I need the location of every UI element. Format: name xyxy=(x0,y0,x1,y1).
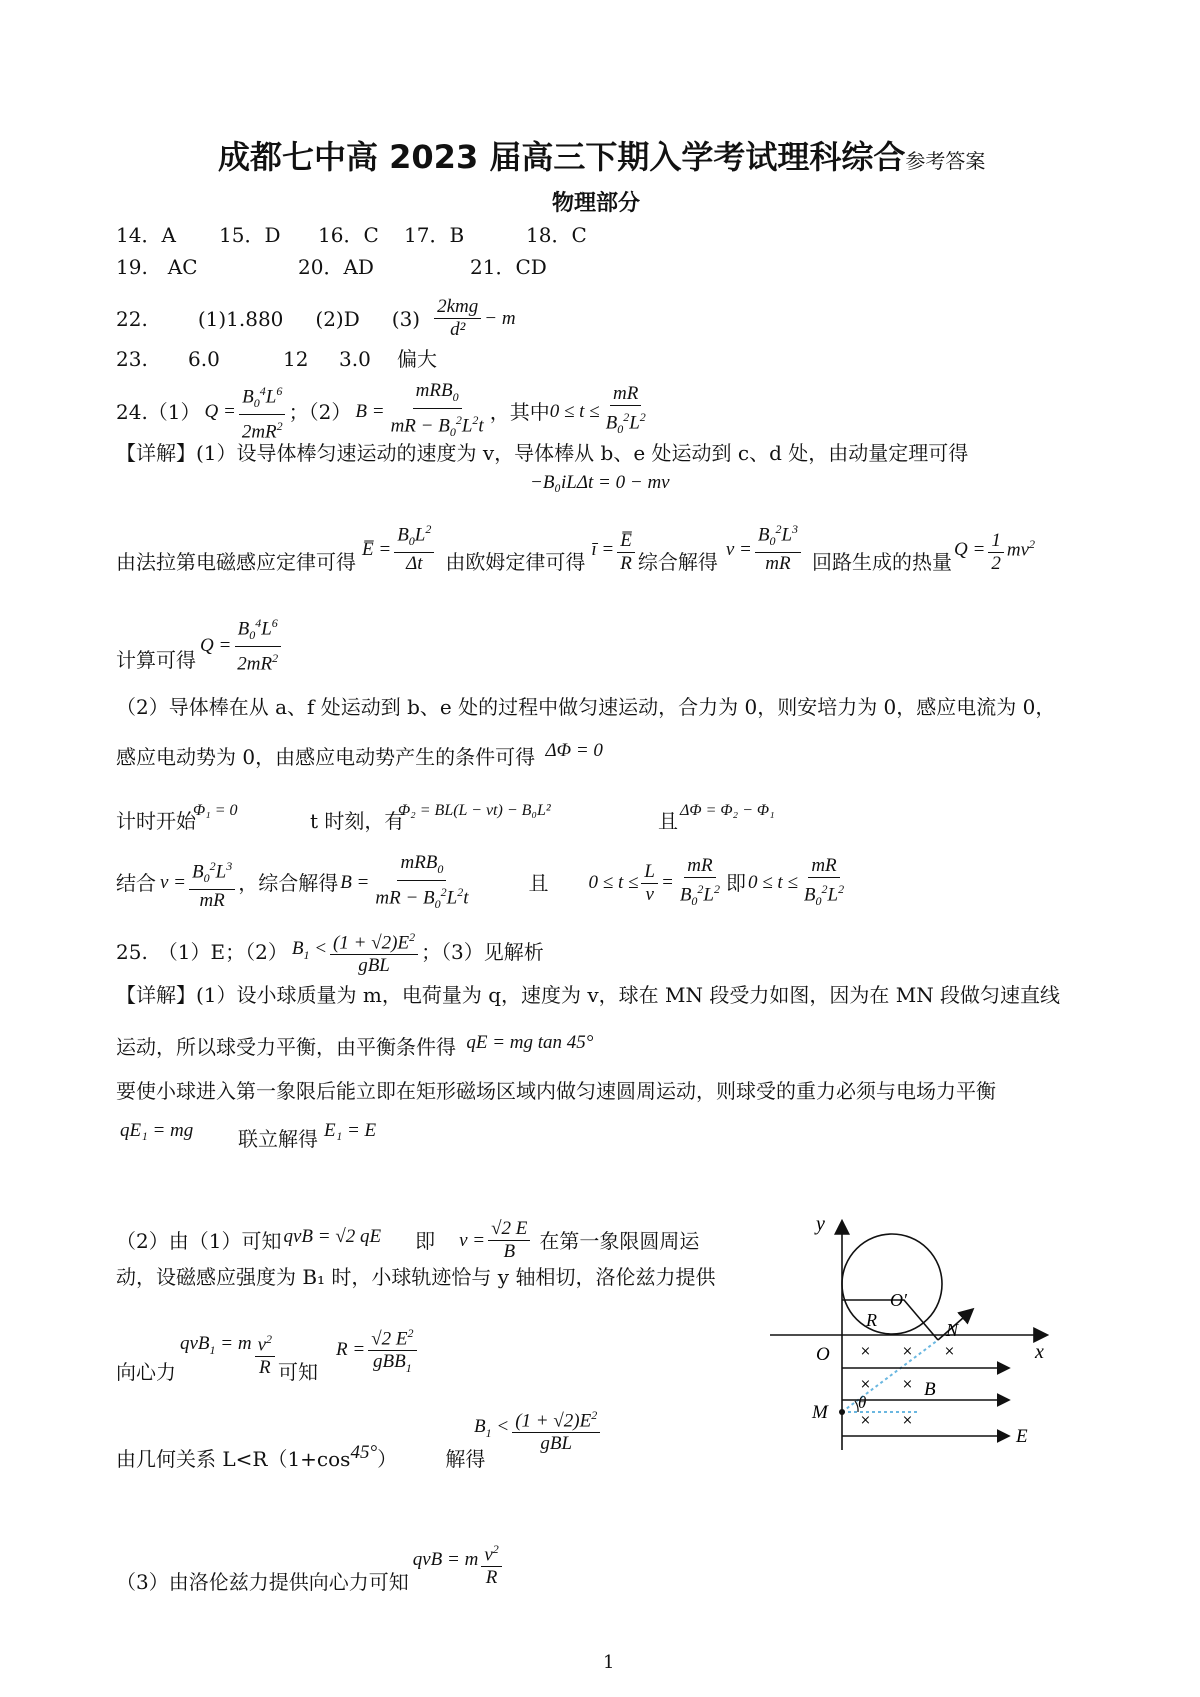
q24-ie-text: 即 xyxy=(726,871,746,896)
q24-part2-line2 xyxy=(116,740,603,772)
q24-t-moment-text: t 时刻，有 xyxy=(310,809,405,833)
page-number: 1 xyxy=(603,1652,615,1673)
q24-and2-text: 且 xyxy=(528,871,549,896)
q25-p3-text: （3）由洛伦兹力提供向心力可知 xyxy=(116,1570,409,1595)
q24-part2-text: 感应电动势为 0，由感应电动势产生的条件可得 xyxy=(116,745,536,769)
cross-mark: × xyxy=(902,1413,913,1428)
mc-answer: 21．CD xyxy=(470,255,547,279)
q23-answer: 12 xyxy=(283,347,309,371)
cross-mark: × xyxy=(860,1413,871,1428)
q24-faraday-text: 由法拉第电磁感应定律可得 xyxy=(116,550,356,575)
q25-v-frac: $\frac{√2 E}{B}$ xyxy=(488,1218,530,1263)
q24-line: 24.（1） Q = $\frac{B_0^4L^6}{2mR^2}$ ；（2） B = $\frac{mRB_0}{mR - B_0^2L^2t}$ ，其中 0 ≤ t ≤ $\frac{mR}{B_0^2L^2}$ xyxy=(116,380,652,443)
q24-emf-frac: $\frac{B_0L^2}{\Delta t}$ xyxy=(394,518,434,575)
q25-balance-eq: qE = mg tan 45° xyxy=(466,1032,594,1053)
cross-mark: × xyxy=(944,1344,955,1359)
mc-answer: 18．C xyxy=(526,223,587,247)
title-main: 成都七中高 2023 届高三下期入学考试理科综合 xyxy=(218,138,906,176)
mc-answer: 19. AC xyxy=(116,255,198,279)
q24-ans2-frac: $\frac{mRB_0}{mR - B_0^2L^2t}$ xyxy=(390,380,484,440)
q25-geometry-line xyxy=(116,1442,486,1474)
magnetic-field-label: B xyxy=(924,1379,936,1400)
q23-answer: 偏大 xyxy=(397,347,437,371)
q22-tail: − m xyxy=(484,307,516,329)
q22-part1: (1)1.880 xyxy=(197,306,284,331)
mc-answer: 16．C xyxy=(318,223,379,247)
q24-timing-text: 计时开始 xyxy=(116,809,196,833)
q22-fraction xyxy=(434,296,481,341)
radius-label: R xyxy=(866,1310,877,1330)
q25-ans2-frac: $\frac{(1 + √2)E^2}{\text{gBL}}$ xyxy=(330,926,418,977)
q23-answer: 6.0 xyxy=(188,347,220,371)
q25-e1-eq: E₁ = E xyxy=(324,1120,377,1141)
q25-tail: ；（3）见解析 xyxy=(421,939,544,964)
q24-part2-line1: （2）导体棒在从 a、f 处运动到 b、e 处的过程中做匀速运动，合力为 0，则安培力为 0，感应电流为 0， xyxy=(116,695,1056,719)
q24-current-frac: $\frac{E̅}{R}$ xyxy=(617,530,635,575)
y-axis-label: y xyxy=(816,1213,825,1235)
q24-join-text: 结合 xyxy=(116,871,156,896)
q25-p2-solve-text: 解得 xyxy=(445,1447,486,1471)
trajectory-circle xyxy=(842,1234,942,1334)
q25-p2-l3-text: 向心力 xyxy=(116,1360,176,1385)
q25-p3-frac: $\frac{v^2}{R}$ xyxy=(481,1538,501,1589)
q24-final-range-frac: $\frac{mR}{B_0^2L^2}$ xyxy=(803,854,845,909)
q24-combine-text: 综合解得 xyxy=(637,550,718,575)
mc-answer: 14．A xyxy=(116,223,176,247)
q22-line xyxy=(116,296,516,341)
cross-mark: × xyxy=(860,1377,871,1392)
q24-phi1: Φ₁ = 0 xyxy=(193,802,238,819)
mc-answer: 20．AD xyxy=(298,255,374,279)
q24-t-range-frac: $\frac{mR}{B_0^2L^2}$ xyxy=(605,383,646,437)
q24-faraday-line: 由法拉第电磁感应定律可得 E̅ = $\frac{B_0L^2}{\Delta t}$ 由欧姆定律可得 ī = $\frac{E̅}{R}$ 综合解得 v = $\frac{B_0^2L^3}{mR}$ 回路生成的热量 Q = $\frac{1}{2}$ $mv^2$ xyxy=(116,518,1035,579)
section-title: 物理部分 xyxy=(552,191,641,216)
theta-label: θ xyxy=(858,1393,867,1412)
q25-circle-text: 在第一象限圆周运 xyxy=(539,1228,700,1253)
q25-geo-text: 由几何关系 L<R（1+cos xyxy=(116,1447,351,1471)
q25-detail2-text: 运动，所以球受力平衡，由平衡条件得 xyxy=(116,1035,456,1059)
q25-detail-line2 xyxy=(116,1034,593,1062)
q22-frac-den: d² xyxy=(450,319,466,340)
center-label: O′ xyxy=(890,1290,907,1310)
mc-answer: 15．D xyxy=(219,223,281,247)
electric-field-label: E xyxy=(1016,1426,1028,1447)
q24-where: ，其中 xyxy=(489,399,550,424)
q25-head: 25. （1）E；（2） xyxy=(116,939,288,964)
q25-detail-line3: 要使小球进入第一象限后能立即在矩形磁场区域内做匀速圆周运动，则球受的重力必须与电场力平衡 xyxy=(116,1079,996,1103)
q24-velocity-frac: $\frac{B_0^2L^3}{mR}$ xyxy=(755,518,801,575)
q25-p2-start: （2）由（1）可知 xyxy=(116,1228,282,1253)
point-m-label: M xyxy=(812,1402,828,1423)
q24-final-b-frac: $\frac{mRB_0}{mR - B_0^2L^2t}$ xyxy=(375,852,469,911)
q24-calc-frac: $\frac{B_0^4L^6}{2mR^2}$ xyxy=(234,612,281,675)
q25-qe1-eq: qE₁ = mg xyxy=(120,1120,194,1141)
cross-mark: × xyxy=(902,1377,913,1392)
q24-mr-frac: $\frac{mR}{B_0^2L^2}$ xyxy=(679,854,720,909)
q22-part3: (3) xyxy=(391,306,421,331)
q24-final-v-frac: $\frac{B_0^2L^3}{mR}$ xyxy=(189,855,235,912)
q24-ans1-frac: $\frac{B_0^4L^6}{2mR^2}$ xyxy=(239,380,286,443)
cross-mark: × xyxy=(860,1344,871,1359)
q25-geo-end: ） xyxy=(377,1447,398,1471)
x-axis-label: x xyxy=(1035,1341,1044,1363)
q24-semicolon: ；（2） xyxy=(288,399,352,424)
q23-answer: 3.0 xyxy=(339,347,371,371)
q24-dphi-zero: ΔΦ = 0 xyxy=(545,740,603,761)
q25-b1-result: $B_1$ < $\frac{(1 + √2)E^2}{\text{gBL}}$ xyxy=(474,1404,603,1455)
origin-label: O xyxy=(816,1344,830,1365)
q24-final-line: 结合 v = $\frac{B_0^2L^3}{mR}$ ，综合解得 B = $\frac{mRB_0}{mR - B_0^2L^2t}$ 且 0 ≤ t ≤ $\frac{L}{v}$ = $\frac{mR}{B_0^2L^2}$ 即 0 ≤ t ≤ $\frac{mR}{B_0^2L^2}$ xyxy=(116,852,850,915)
q24-l-over-v-frac: $\frac{L}{v}$ xyxy=(641,861,658,906)
q24-and-text: 且 xyxy=(658,809,678,833)
physics-diagram xyxy=(760,1200,1060,1480)
q24-heat-text: 回路生成的热量 xyxy=(812,550,953,575)
q25-part2-line3: 向心力 qvB$_1$ = m $\frac{v^2}{R}$ 可知 R = $\frac{√2 E^2}{gBB_1}$ xyxy=(116,1322,420,1387)
q25-radius-frac: $\frac{√2 E^2}{gBB_1}$ xyxy=(368,1322,416,1379)
q24-head: 24.（1） xyxy=(116,399,201,424)
page-title xyxy=(218,132,985,178)
q24-ohm-text: 由欧姆定律可得 xyxy=(445,550,586,575)
q25-part2-line2: 动，设磁感应强度为 B₁ 时，小球轨迹恰与 y 轴相切，洛伦兹力提供 xyxy=(116,1265,716,1289)
q25-line: 25. （1）E；（2） $B_1$ < $\frac{(1 + √2)E^2}{\text{gBL}}$ ；（3）见解析 xyxy=(116,926,544,977)
title-suffix: 参考答案 xyxy=(905,149,986,173)
q25-qvb-eq: qvB = √2 qE xyxy=(283,1225,382,1247)
q22-number: 22. xyxy=(116,306,148,331)
q25-centripetal-frac: $\frac{v^2}{R}$ xyxy=(255,1328,275,1379)
point-m xyxy=(839,1409,845,1415)
mc-answer: 17．B xyxy=(404,223,465,247)
q24-calc-line: 计算可得 Q = $\frac{B_0^4L^6}{2mR^2}$ xyxy=(116,612,284,675)
q22-part2: (2)D xyxy=(315,306,360,331)
point-n-label: N xyxy=(946,1320,959,1340)
q22-frac-num: 2kmg xyxy=(434,296,481,319)
q24-dphi: ΔΦ = Φ₂ − Φ₁ xyxy=(680,802,775,819)
q24-detail-line1: 【详解】(1）设导体棒匀速运动的速度为 v，导体棒从 b、e 处运动到 c、d 处，由动量定理可得 xyxy=(116,441,969,465)
cross-mark: × xyxy=(902,1344,913,1359)
q24-heat-frac: $\frac{1}{2}$ xyxy=(988,530,1004,575)
q24-momentum-eq: −B₀iLΔt = 0 − mv xyxy=(530,472,670,493)
q25-detail-line1: 【详解】(1）设小球质量为 m，电荷量为 q，速度为 v，球在 MN 段受力如图，因为在 MN 段做匀速直线 xyxy=(116,983,1061,1007)
q25-b1-frac: $\frac{(1 + √2)E^2}{\text{gBL}}$ xyxy=(512,1404,600,1455)
q25-ji-text: 即 xyxy=(415,1228,436,1253)
q25-know-text: 可知 xyxy=(278,1360,319,1385)
q24-phi2: Φ₂ = BL(L − vt) − B₀L² xyxy=(398,802,551,819)
q25-part3-line: （3）由洛伦兹力提供向心力可知 qvB = m $\frac{v^2}{R}$ xyxy=(116,1538,505,1597)
q25-solve-text: 联立解得 xyxy=(238,1127,318,1151)
q23-number: 23. xyxy=(116,347,148,371)
q24-combine2-text: ，综合解得 xyxy=(238,871,339,896)
q25-part2-line1: （2）由（1）可知 qvB = √2 qE 即 v = $\frac{√2 E}{B}$ 在第一象限圆周运 xyxy=(116,1218,700,1262)
q25-geo-deg: 45° xyxy=(350,1442,378,1463)
q24-calc-text: 计算可得 xyxy=(116,648,196,673)
trajectory-dotted xyxy=(842,1340,938,1412)
